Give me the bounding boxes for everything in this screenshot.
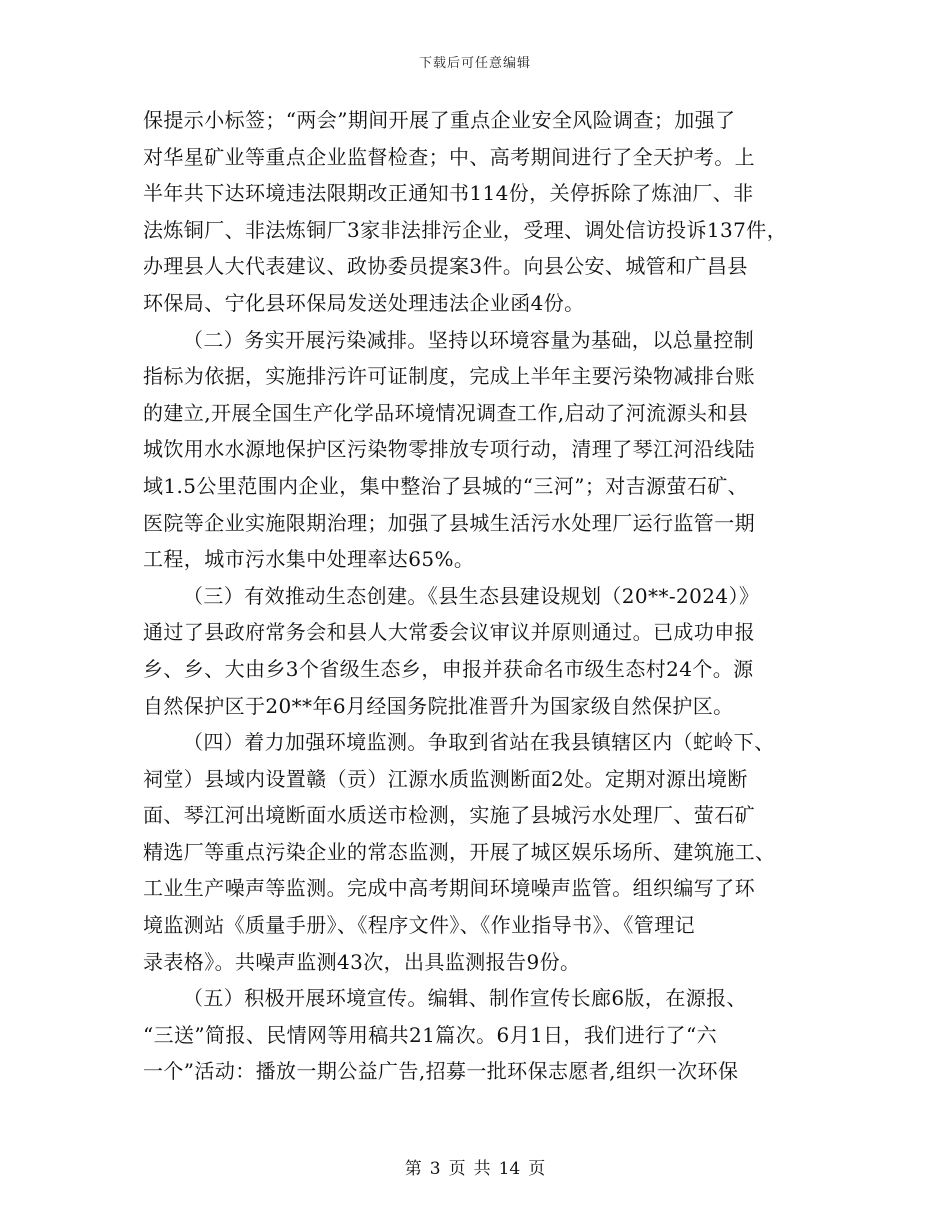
page-label-mid: 页 bbox=[448, 1159, 466, 1179]
body-line: 面、琴江河出境断面水质送市检测，实施了县城污水处理厂、萤石矿 bbox=[143, 803, 755, 828]
body-line: 对华星矿业等重点企业监督检查；中、高考期间进行了全天护考。上 bbox=[143, 144, 755, 169]
body-line: 域1.5公里范围内企业，集中整治了县城的“三河”；对吉源萤石矿、 bbox=[143, 473, 749, 498]
body-line: 法炼铜厂、非法炼铜厂3家非法排污企业，受理、调处信访投诉137件， bbox=[143, 217, 788, 242]
body-line: 半年共下达环境违法限期改正通知书114份，关停拆除了炼油厂、非 bbox=[143, 181, 754, 206]
page-header: 下载后可任意编辑 bbox=[418, 56, 531, 71]
body-line: 医院等企业实施限期治理；加强了县城生活污水处理厂运行监管一期 bbox=[143, 510, 755, 535]
body-line: 办理县人大代表建议、政协委员提案3件。向县公安、城管和广昌县 bbox=[143, 254, 748, 279]
body-line: 自然保护区于20**年6月经国务院批准晋升为国家级自然保护区。 bbox=[143, 693, 734, 718]
body-line: 的建立,开展全国生产化学品环境情况调查工作,启动了河流源头和县 bbox=[143, 400, 749, 425]
body-line: 乡、乡、大由乡3个省级生态乡，申报并获命名市级生态村24个。源 bbox=[143, 656, 754, 681]
body-line: 环保局、宁化县环保局发送处理违法企业函4份。 bbox=[143, 290, 585, 315]
page-total-number: 14 bbox=[498, 1159, 521, 1179]
body-line: “三送”简报、民情网等用稿共21篇次。6月1日，我们进行了“六 bbox=[143, 1022, 717, 1047]
page-label-total-prefix: 共 bbox=[473, 1159, 491, 1179]
section-heading-line: （五）积极开展环境宣传。编辑、制作宣传长廊6版，在源报、 bbox=[183, 986, 747, 1011]
page-label-prefix: 第 bbox=[404, 1159, 422, 1179]
body-line: 城饮用水水源地保护区污染物零排放专项行动，清理了琴江河沿线陆 bbox=[143, 437, 755, 462]
body-line: 保提示小标签；“两会”期间开展了重点企业安全风险调查；加强了 bbox=[143, 108, 736, 132]
body-line: 通过了县政府常务会和县人大常委会议审议并原则通过。已成功申报 bbox=[143, 620, 755, 645]
body-line: 境监测站《质量手册》、《程序文件》、《作业指导书》、《管理记 bbox=[143, 913, 695, 938]
document-body bbox=[143, 102, 803, 1090]
page-current-number: 3 bbox=[429, 1159, 441, 1179]
section-heading-line: （二）务实开展污染减排。坚持以环境容量为基础，以总量控制 bbox=[183, 327, 755, 352]
body-line: 工程，城市污水集中处理率达65%。 bbox=[143, 547, 475, 572]
section-heading-line: （四）着力加强环境监测。争取到省站在我县镇辖区内（蛇岭下、 bbox=[183, 730, 775, 755]
body-line: 祠堂）县域内设置赣（贡）江源水质监测断面2处。定期对源出境断 bbox=[143, 766, 748, 791]
body-line: 录表格》。共噪声监测43次，出具监测报告9份。 bbox=[143, 949, 581, 974]
page-label-suffix: 页 bbox=[528, 1159, 546, 1179]
body-line: 工业生产噪声等监测。完成中高考期间环境噪声监管。组织编写了环 bbox=[143, 876, 755, 901]
body-line: 精选厂等重点污染企业的常态监测，开展了城区娱乐场所、建筑施工、 bbox=[143, 839, 776, 864]
page-footer bbox=[0, 1154, 950, 1179]
section-heading-line: （三）有效推动生态创建。《县生态县建设规划（20**-2024）》 bbox=[183, 583, 760, 608]
body-line: 一个”活动：播放一期公益广告,招募一批环保志愿者,组织一次环保 bbox=[143, 1059, 739, 1084]
body-line: 指标为依据，实施排污许可证制度，完成上半年主要污染物减排台账 bbox=[143, 364, 755, 389]
